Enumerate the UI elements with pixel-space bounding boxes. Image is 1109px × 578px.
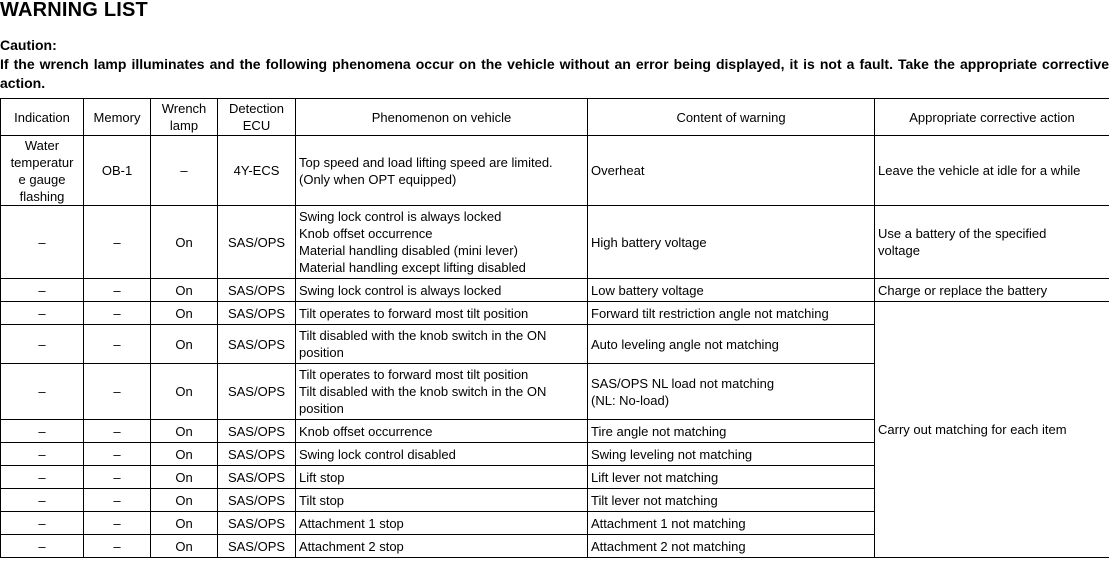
table-row (1, 279, 1109, 302)
warning-content-cell: Overheat (588, 136, 875, 206)
column-header: Wrench lamp (151, 99, 218, 136)
caution-text: If the wrench lamp illuminates and the following phenomena occur on the vehicle without an error being displayed, it is not a fault. Take the appropriate corrective action. (0, 56, 1109, 91)
detection-ecu-cell: SAS/OPS (218, 489, 296, 512)
warning-content-cell: Lift lever not matching (588, 466, 875, 489)
wrench-lamp-cell: On (151, 302, 218, 325)
detection-ecu-cell: SAS/OPS (218, 279, 296, 302)
table-row (1, 206, 1109, 279)
phenomenon-cell: Tilt stop (296, 489, 588, 512)
memory-cell: – (84, 466, 151, 489)
phenomenon-cell: Swing lock control is always locked (296, 279, 588, 302)
warning-content-cell: SAS/OPS NL load not matching (NL: No-load) (588, 364, 875, 420)
indication-cell: – (1, 535, 84, 558)
wrench-lamp-cell: On (151, 535, 218, 558)
wrench-lamp-cell: On (151, 443, 218, 466)
warning-content-cell: Attachment 2 not matching (588, 535, 875, 558)
table-row (1, 136, 1109, 206)
caution-label: Caution: (0, 37, 57, 53)
phenomenon-cell: Swing lock control disabled (296, 443, 588, 466)
detection-ecu-cell: SAS/OPS (218, 466, 296, 489)
warning-content-cell: Forward tilt restriction angle not matching (588, 302, 875, 325)
warning-content-cell: Tilt lever not matching (588, 489, 875, 512)
phenomenon-cell: Top speed and load lifting speed are limited. (Only when OPT equipped) (296, 136, 588, 206)
phenomenon-cell: Tilt disabled with the knob switch in the ON position (296, 325, 588, 364)
indication-cell: – (1, 302, 84, 325)
table-header-row (1, 99, 1109, 136)
table-row (1, 302, 1109, 325)
memory-cell: – (84, 279, 151, 302)
indication-cell: – (1, 206, 84, 279)
detection-ecu-cell: SAS/OPS (218, 206, 296, 279)
column-header: Indication (1, 99, 84, 136)
phenomenon-cell: Lift stop (296, 466, 588, 489)
wrench-lamp-cell: On (151, 364, 218, 420)
wrench-lamp-cell: On (151, 325, 218, 364)
indication-cell: – (1, 364, 84, 420)
wrench-lamp-cell: On (151, 512, 218, 535)
memory-cell: OB-1 (84, 136, 151, 206)
memory-cell: – (84, 489, 151, 512)
detection-ecu-cell: SAS/OPS (218, 420, 296, 443)
shared-corrective-action-cell: Carry out matching for each item (875, 302, 1109, 558)
column-header: Detection ECU (218, 99, 296, 136)
memory-cell: – (84, 420, 151, 443)
detection-ecu-cell: SAS/OPS (218, 302, 296, 325)
memory-cell: – (84, 206, 151, 279)
indication-cell: – (1, 512, 84, 535)
detection-ecu-cell: SAS/OPS (218, 364, 296, 420)
memory-cell: – (84, 364, 151, 420)
corrective-action-cell: Use a battery of the specified voltage (875, 206, 1109, 279)
phenomenon-cell: Tilt operates to forward most tilt position Tilt disabled with the knob switch in the ON position (296, 364, 588, 420)
warning-content-cell: Auto leveling angle not matching (588, 325, 875, 364)
indication-cell: – (1, 325, 84, 364)
warning-content-cell: High battery voltage (588, 206, 875, 279)
corrective-action-cell: Leave the vehicle at idle for a while (875, 136, 1109, 206)
detection-ecu-cell: SAS/OPS (218, 535, 296, 558)
column-header: Content of warning (588, 99, 875, 136)
indication-cell: – (1, 489, 84, 512)
phenomenon-cell: Attachment 2 stop (296, 535, 588, 558)
phenomenon-cell: Knob offset occurrence (296, 420, 588, 443)
wrench-lamp-cell: On (151, 466, 218, 489)
memory-cell: – (84, 302, 151, 325)
indication-cell: – (1, 443, 84, 466)
wrench-lamp-cell: On (151, 206, 218, 279)
wrench-lamp-cell: On (151, 489, 218, 512)
corrective-action-cell: Charge or replace the battery (875, 279, 1109, 302)
wrench-lamp-cell: On (151, 279, 218, 302)
detection-ecu-cell: SAS/OPS (218, 512, 296, 535)
indication-cell: – (1, 420, 84, 443)
indication-cell: – (1, 466, 84, 489)
phenomenon-cell: Tilt operates to forward most tilt position (296, 302, 588, 325)
wrench-lamp-cell: On (151, 420, 218, 443)
warning-content-cell: Swing leveling not matching (588, 443, 875, 466)
detection-ecu-cell: 4Y-ECS (218, 136, 296, 206)
detection-ecu-cell: SAS/OPS (218, 325, 296, 364)
memory-cell: – (84, 535, 151, 558)
warning-content-cell: Attachment 1 not matching (588, 512, 875, 535)
column-header: Memory (84, 99, 151, 136)
indication-cell: – (1, 279, 84, 302)
wrench-lamp-cell: – (151, 136, 218, 206)
warning-table (0, 98, 1109, 558)
indication-cell: Water temperatur e gauge flashing (1, 136, 84, 206)
memory-cell: – (84, 512, 151, 535)
phenomenon-cell: Attachment 1 stop (296, 512, 588, 535)
memory-cell: – (84, 443, 151, 466)
warning-content-cell: Tire angle not matching (588, 420, 875, 443)
column-header: Appropriate corrective action (875, 99, 1109, 136)
warning-content-cell: Low battery voltage (588, 279, 875, 302)
page-title: WARNING LIST (0, 0, 148, 21)
memory-cell: – (84, 325, 151, 364)
phenomenon-cell: Swing lock control is always locked Knob offset occurrence Material handling disabled (mini lever) Material handling except lifting disabled (296, 206, 588, 279)
detection-ecu-cell: SAS/OPS (218, 443, 296, 466)
column-header: Phenomenon on vehicle (296, 99, 588, 136)
